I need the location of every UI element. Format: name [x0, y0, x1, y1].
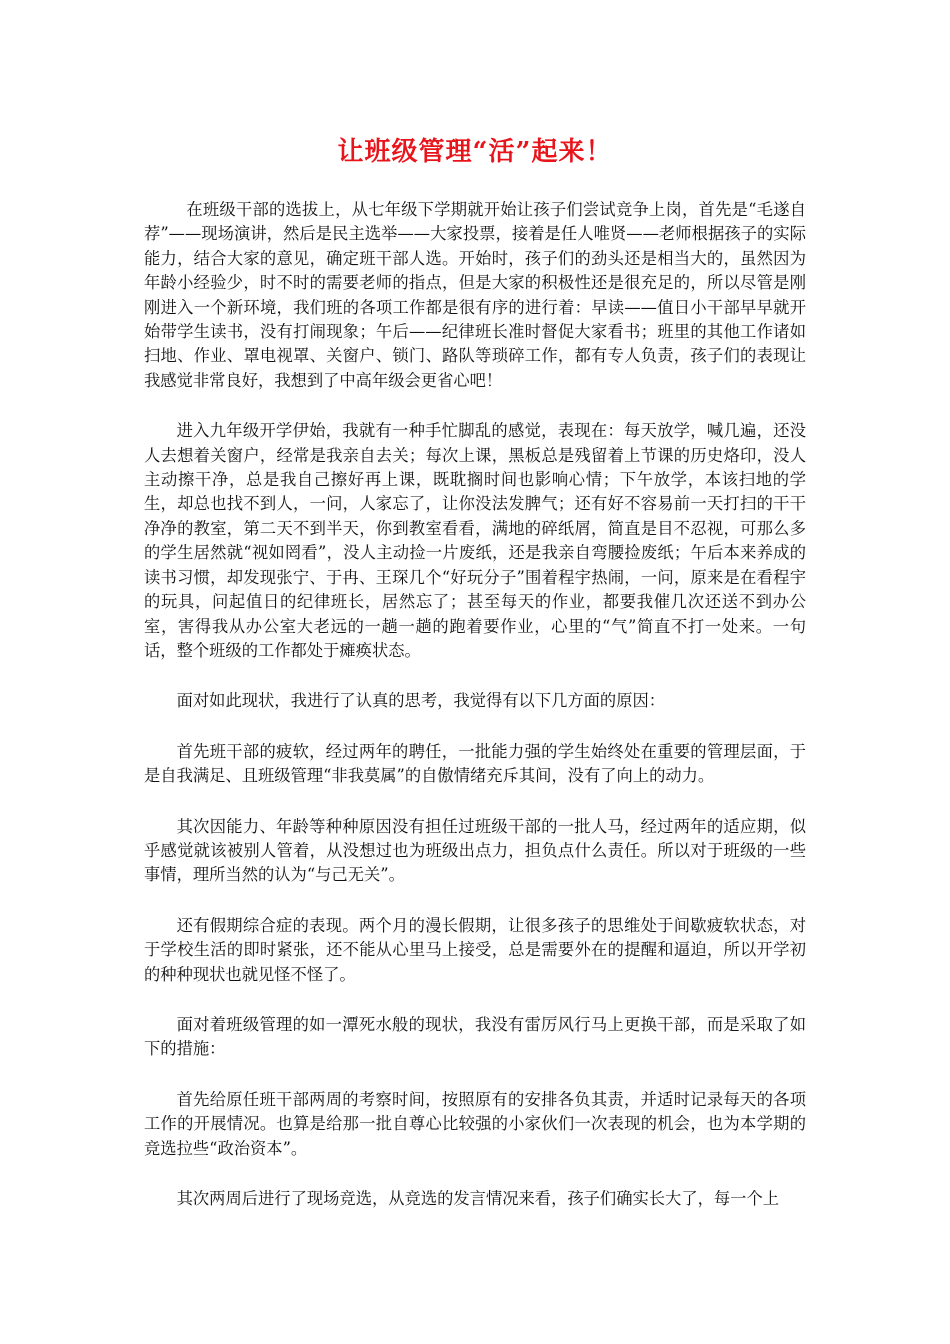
paragraph: 面对如此现状，我进行了认真的思考，我觉得有以下几方面的原因：: [176, 691, 666, 711]
article-body: [144, 198, 806, 1237]
paragraph: 进入九年级开学伊始，我就有一种手忙脚乱的感觉，表现在：每天放学，喊几遍，还没人去想着关窗户，经常是我亲自去关；每次上课，黑板总是残留着上节课的历史烙印，没人主动擦干净，总是我自己擦好再上课，既耽搁时间也影响心情；下午放学，本该扫地的学生，却总也找不到人，一问，人家忘了，让你没法发脾气；还有好不容易前一天打扫的干干净净的教室，第二天不到半天，你到教室看看，满地的碎纸屑，简直是目不忍视，可那么多的学生居然就“视如罔看”，没人主动捡一片废纸，还是我亲自弯腰捡废纸；午后本来养成的读书习惯，却发现张宁、于冉、王琛几个“好玩分子”围着程宇热闹，一问，原来是在看程宇的玩具，问起值日的纪律班长，居然忘了；甚至每天的作业，都要我催几次还送不到办公室，害得我从办公室大老远的一趟一趟的跑着要作业，心里的“气”简直不打一处来。一句话，整个班级的工作都处于瘫痪状态。: [144, 421, 806, 660]
page-title: 让班级管理“活”起来！: [337, 137, 613, 167]
paragraph: 首先给原任班干部两周的考察时间，按照原有的安排各负其责，并适时记录每天的各项工作的开展情况。也算是给那一批自尊心比较强的小家伙们一次表现的机会，也为本学期的竞选拉些“政治资本”。: [144, 1089, 806, 1158]
paragraph: 其次因能力、年龄等种种原因没有担任过班级干部的一批人马，经过两年的适应期，似乎感觉就该被别人管着，从没想过也为班级出点力，担负点什么责任。所以对于班级的一些事情，理所当然的认为“与己无关”。: [144, 816, 806, 885]
paragraph: 首先班干部的疲软，经过两年的聘任，一批能力强的学生始终处在重要的管理层面，于是自我满足、且班级管理“非我莫属”的自傲情绪充斥其间，没有了向上的动力。: [144, 741, 806, 786]
paragraph: 面对着班级管理的如一潭死水般的现状，我没有雷厉风行马上更换干部，而是采取了如下的措施：: [144, 1014, 806, 1059]
paragraph: 还有假期综合症的表现。两个月的漫长假期，让很多孩子的思维处于间歇疲软状态，对于学校生活的即时紧张，还不能从心里马上接受，总是需要外在的提醒和逼迫，所以开学初的种种现状也就见怪不怪了。: [144, 915, 806, 984]
paragraph: 其次两周后进行了现场竞选，从竞选的发言情况来看，孩子们确实长大了，每一个上: [176, 1189, 780, 1208]
paragraph: 在班级干部的选拔上，从七年级下学期就开始让孩子们尝试竞争上岗，首先是“毛遂自荐”——现场演讲，然后是民主选举——大家投票，接着是任人唯贤——老师根据孩子的实际能力，结合大家的意见，确定班干部人选。开始时，孩子们的劲头还是相当大的，虽然因为年龄小经验少，时不时的需要老师的指点，但是大家的积极性还是很充足的，所以尽管是刚刚进入一个新环境，我们班的各项工作都是很有序的进行着：早读——值日小干部早早就开始带学生读书，没有打闹现象；午后——纪律班长准时督促大家看书；班里的其他工作诸如扫地、作业、罩电视罩、关窗户、锁门、路队等琐碎工作，都有专人负责，孩子们的表现让我感觉非常良好，我想到了中高年级会更省心吧！: [144, 200, 806, 390]
